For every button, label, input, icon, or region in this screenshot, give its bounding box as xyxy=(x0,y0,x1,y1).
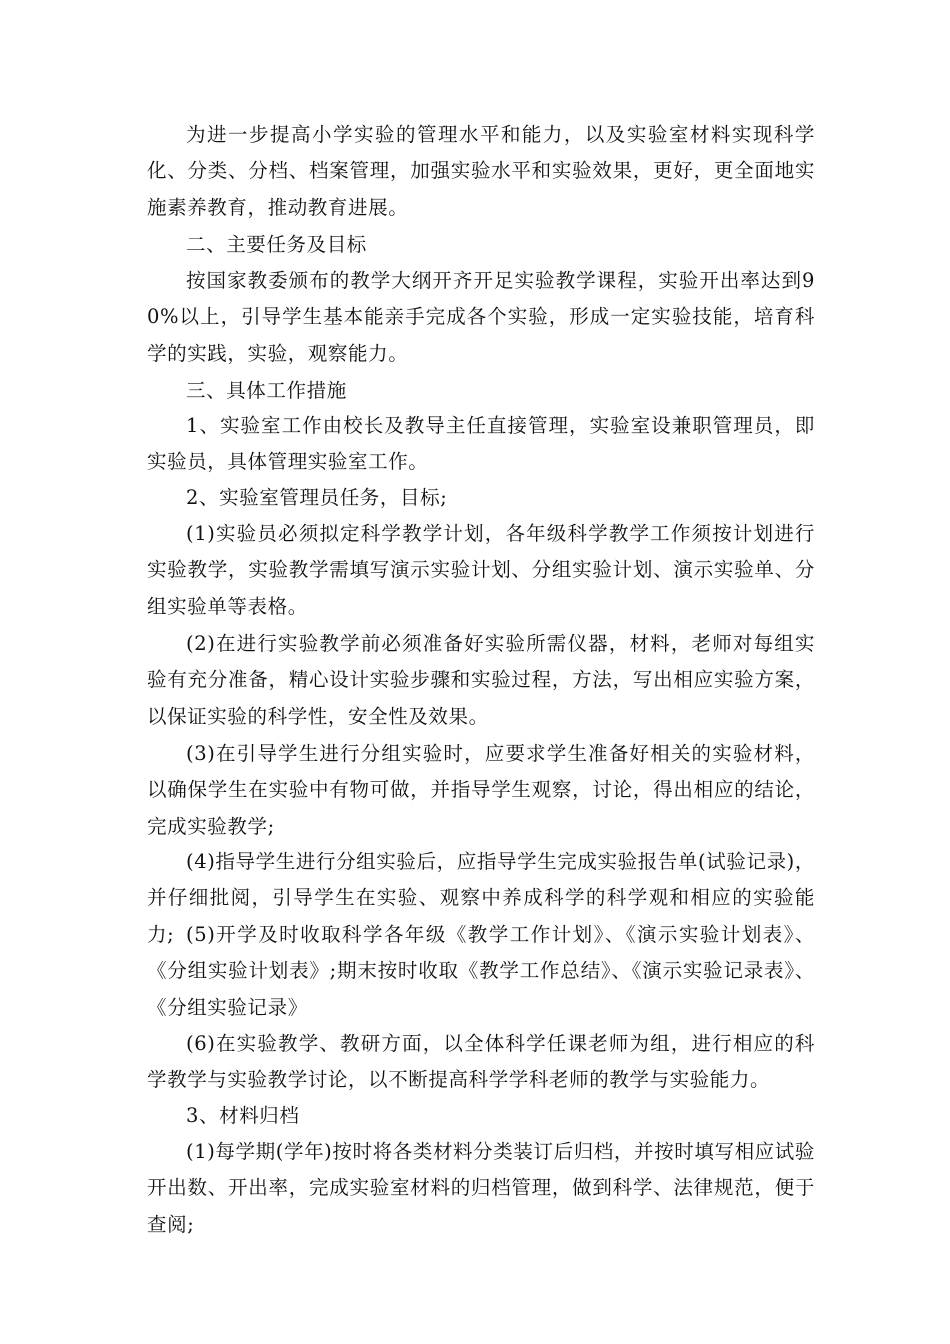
item-6-paragraph: (6)在实验教学、教研方面，以全体科学任课老师为组，进行相应的科学教学与实验教学讨论，以不断提高科学学科老师的教学与实验能力。 xyxy=(147,1032,815,1092)
section-heading-goals: 二、主要任务及目标 xyxy=(186,233,367,256)
measure-3-heading: 3、材料归档 xyxy=(186,1104,300,1127)
measure-1-paragraph: 1、实验室工作由校长及教导主任直接管理，实验室设兼职管理员，即实验员，具体管理实验室工作。 xyxy=(147,414,815,474)
item-2-paragraph: (2)在进行实验教学前必须准备好实验所需仪器，材料，老师对每组实验有充分准备，精心设计实验步骤和实验过程，方法，写出相应实验方案，以保证实验的科学性，安全性及效果。 xyxy=(147,632,815,728)
measure-2-heading: 2、实验室管理员任务，目标; xyxy=(186,486,448,509)
item-4-paragraph: (4)指导学生进行分组实验后，应指导学生完成实验报告单(试验记录)，并仔细批阅，引导学生在实验、观察中养成科学的科学观和相应的实验能力; xyxy=(147,850,815,946)
goals-paragraph: 按国家教委颁布的教学大纲开齐开足实验教学课程，实验开出率达到90%以上，引导学生基本能亲手完成各个实验，形成一定实验技能，培育科学的实践，实验，观察能力。 xyxy=(147,269,815,365)
section-heading-measures: 三、具体工作措施 xyxy=(186,379,347,402)
archive-item-1-paragraph: (1)每学期(学年)按时将各类材料分类装订后归档，并按时填写相应试验开出数、开出率，完成实验室材料的归档管理，做到科学、法律规范，便于查阅; xyxy=(147,1140,815,1236)
item-1-paragraph: (1)实验员必须拟定科学教学计划，各年级科学教学工作须按计划进行实验教学，实验教学需填写演示实验计划、分组实验计划、演示实验单、分组实验单等表格。 xyxy=(147,522,815,618)
item-3-paragraph: (3)在引导学生进行分组实验时，应要求学生准备好相关的实验材料，以确保学生在实验中有物可做，并指导学生观察，讨论，得出相应的结论，完成实验教学; xyxy=(147,742,815,838)
intro-paragraph: 为进一步提高小学实验的管理水平和能力，以及实验室材料实现科学化、分类、分档、档案管理，加强实验水平和实验效果，更好，更全面地实施素养教育，推动教育进展。 xyxy=(147,123,815,219)
item-5-paragraph: (5)开学及时收取科学各年级《教学工作计划》、《演示实验计划表》、《分组实验计划表》;期末按时收取《教学工作总结》、《演示实验记录表》、《分组实验记录》 xyxy=(147,923,815,1019)
